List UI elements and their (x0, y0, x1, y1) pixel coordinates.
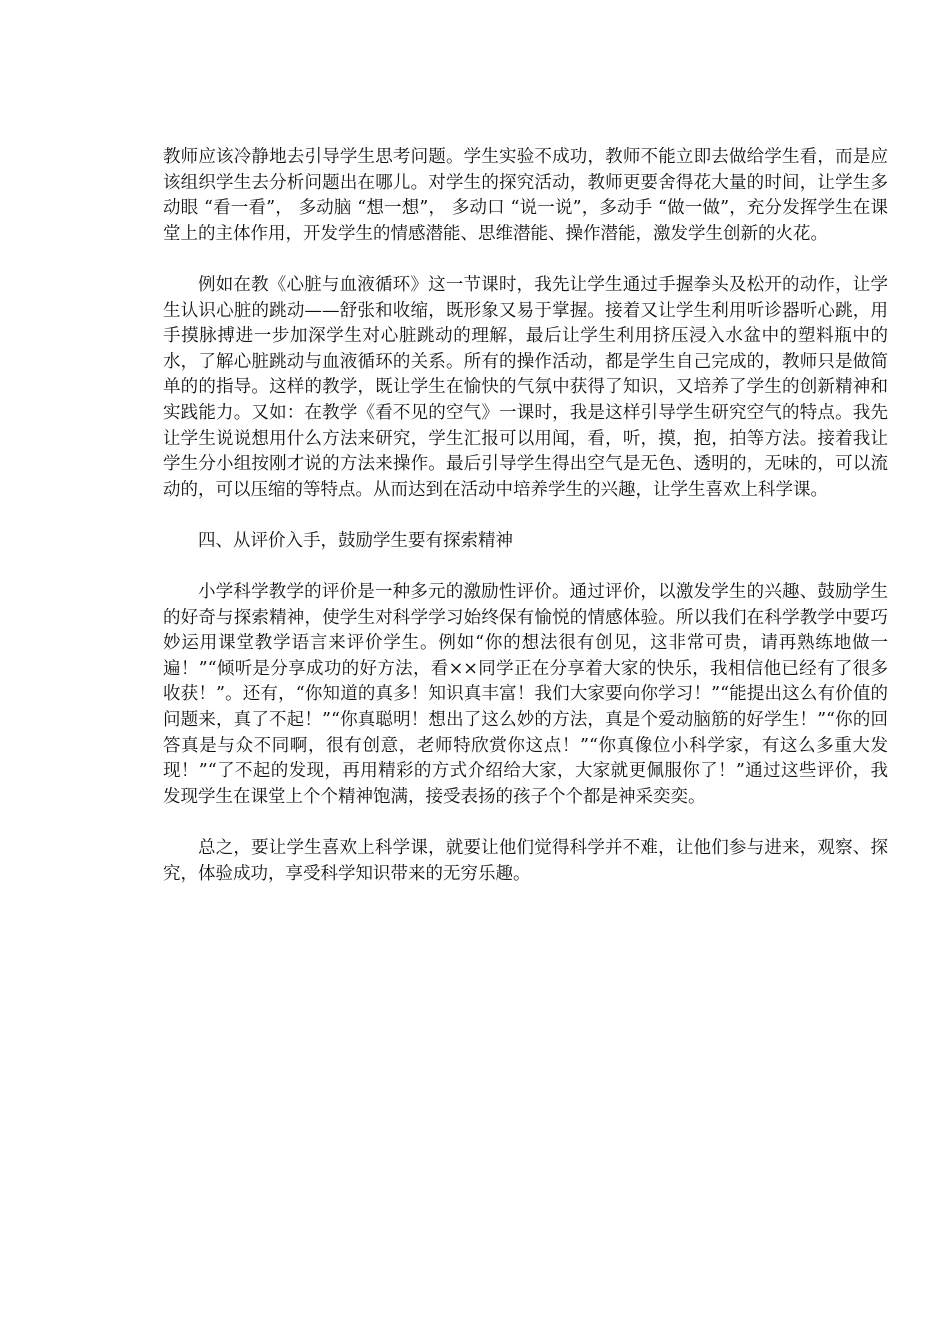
paragraph-continuation: 教师应该冷静地去引导学生思考问题。学生实验不成功，教师不能立即去做给学生看，而是应该组织学生去分析问题出在哪儿。对学生的探究活动，教师更要舍得花大量的时间，让学生多动眼 “看一看”， 多动脑 “想一想”， 多动口 “说一说”，多动手 “做一做”，充分发挥学生在课堂上的主体作用，开发学生的情感潜能、思维潜能、操作潜能，激发学生创新的火花。 (163, 147, 888, 244)
paragraph-conclusion: 总之，要让学生喜欢上科学课，就要让他们觉得科学并不难，让他们参与进来，观察、探究，体验成功，享受科学知识带来的无穷乐趣。 (163, 838, 888, 884)
document-body (163, 145, 888, 913)
section-heading: 四、从评价入手，鼓励学生要有探索精神 (198, 530, 513, 551)
paragraph-example: 例如在教《心脏与血液循环》这一节课时，我先让学生通过手握拳头及松开的动作，让学生认识心脏的跳动——舒张和收缩，既形象又易于掌握。接着又让学生利用听诊器听心跳，用手摸脉搏进一步加深学生对心脏跳动的理解，最后让学生利用挤压浸入水盆中的塑料瓶中的水，了解心脏跳动与血液循环的关系。所有的操作活动，都是学生自己完成的，教师只是做简单的的指导。这样的教学，既让学生在愉快的气氛中获得了知识，又培养了学生的创新精神和实践能力。又如：在教学《看不见的空气》一课时，我是这样引导学生研究空气的特点。我先让学生说说想用什么方法来研究，学生汇报可以用闻，看，听，摸，抱，拍等方法。接着我让学生分小组按刚才说的方法来操作。最后引导学生得出空气是无色、透明的，无味的，可以流动的，可以压缩的等特点。从而达到在活动中培养学生的兴趣，让学生喜欢上科学课。 (163, 274, 888, 500)
paragraph-evaluation: 小学科学教学的评价是一种多元的激励性评价。通过评价，以激发学生的兴趣、鼓励学生的好奇与探索精神，使学生对科学学习始终保有愉悦的情感体验。所以我们在科学教学中要巧妙运用课堂教学语言来评价学生。例如“你的想法很有创见，这非常可贵，请再熟练地做一遍！”“倾听是分享成功的好方法，看××同学正在分享着大家的快乐，我相信他已经有了很多收获！”。还有，“你知道的真多！知识真丰富！我们大家要向你学习！”“能提出这么有价值的问题来，真了不起！”“你真聪明！想出了这么妙的方法，真是个爱动脑筋的好学生！”“你的回答真是与众不同啊，很有创意，老师特欣赏你这点！”“你真像位小科学家，有这么多重大发现！”“了不起的发现，再用精彩的方式介绍给大家，大家就更佩服你了！”通过这些评价，我发现学生在课堂上个个精神饱满，接受表扬的孩子个个都是神采奕奕。 (163, 582, 888, 807)
